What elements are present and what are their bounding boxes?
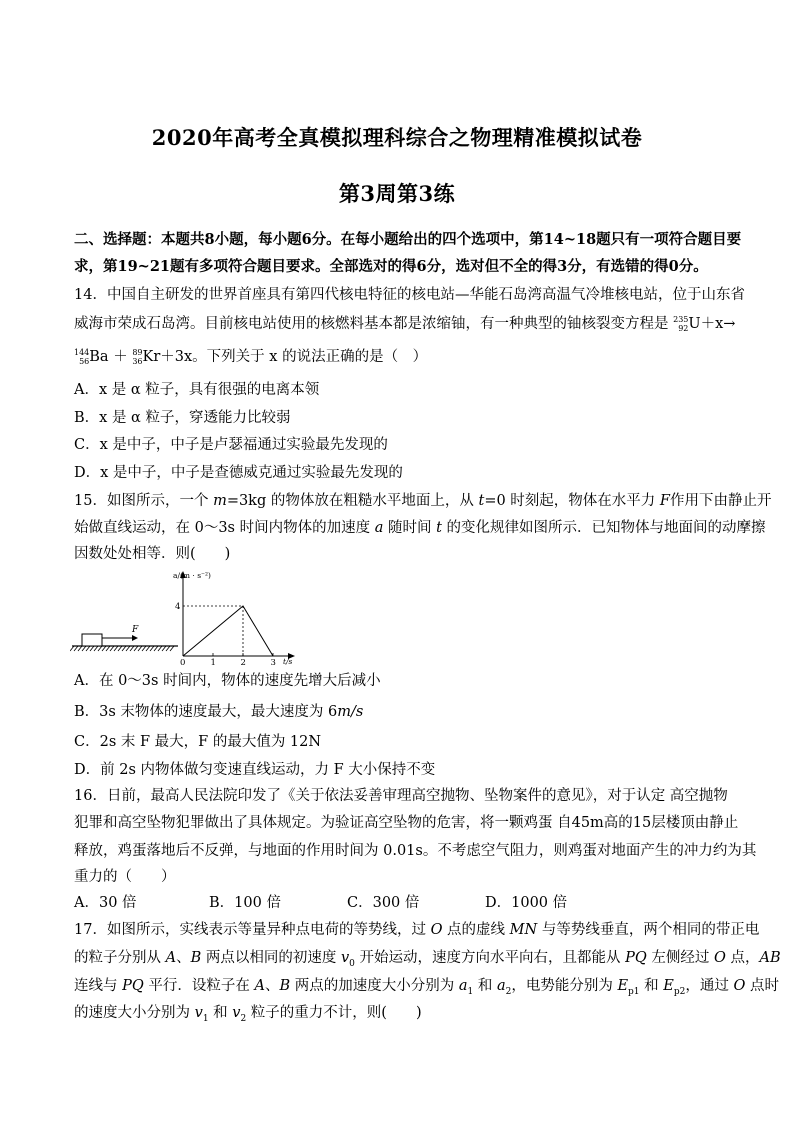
point-O: O: [733, 978, 746, 994]
q15-text-1a: 15．如图所示，一个: [74, 493, 214, 509]
u-mass-number: 235: [673, 314, 689, 324]
exam-title: 2020年高考全真模拟理科综合之物理精准模拟试卷: [151, 125, 643, 150]
line-MN: MN: [509, 922, 538, 938]
plus-sign: ＋: [113, 349, 128, 365]
sub-p2: p2: [673, 986, 686, 997]
q14-stem-line3: [74, 347, 722, 367]
q15-text-2c: 的变化规律如图所示．已知物体与地面间的动摩擦: [441, 520, 766, 536]
var-F: F: [659, 493, 670, 509]
u-symbol: U: [688, 316, 701, 332]
u-charge-number: 92: [678, 323, 689, 333]
q14-option-a: A．x 是 α 粒子，具有很强的电离本领: [74, 382, 320, 398]
ba-charge-number: 56: [79, 356, 90, 366]
q14-option-b: B．x 是 α 粒子，穿透能力比较弱: [74, 410, 291, 426]
sub-1: 1: [467, 986, 474, 997]
q15-option-c: C．2s 末 F 最大，F 的最大值为 12N: [74, 734, 322, 750]
barium-nuclide: [74, 349, 89, 366]
q17-text: 开始运动，速度方向水平向右，且都能从: [354, 950, 626, 966]
q17-text: 左侧经过: [646, 950, 714, 966]
q15-figure: [70, 568, 310, 668]
q17-text: 平行．设粒子在: [143, 978, 255, 994]
ground: [70, 646, 178, 651]
force-arrow: [102, 635, 138, 641]
q17-text: 和: [208, 1005, 233, 1021]
var-v1: v: [194, 1005, 203, 1021]
q17-text: 17．如图所示，实线表示等量异种点电荷的等势线，过: [74, 922, 431, 938]
q17-text: 和: [639, 978, 664, 994]
q17-text: 两点以相同的初速度: [201, 950, 341, 966]
sub-2: 2: [505, 986, 512, 997]
q15-text-1b: =3kg 的物体放在粗糙水平地面上，从: [226, 493, 479, 509]
var-a2: a: [496, 978, 506, 994]
q17-stem-line4: [74, 1003, 722, 1029]
q15-option-d: D．前 2s 内物体做匀变速直线运动，力 F 大小保持不变: [74, 762, 436, 778]
q17-stem-line1: [74, 920, 760, 940]
q17-text: 和: [473, 978, 497, 994]
q15-stem-line2: [74, 518, 766, 538]
q16-option-d: D．1000 倍: [485, 895, 568, 911]
q17-stem-line3: [74, 976, 779, 1002]
q17-text: ，通过: [685, 978, 734, 994]
line-PQ: PQ: [122, 978, 144, 994]
point-B: B: [279, 978, 291, 994]
var-m: m: [213, 493, 227, 509]
point-B: B: [190, 950, 202, 966]
var-Ep1: E: [617, 978, 629, 994]
point-A: A: [165, 950, 177, 966]
q16-option-a: A．30 倍: [74, 895, 137, 911]
x-tick-label: 1: [210, 658, 216, 668]
var-t: t: [436, 520, 442, 536]
q14-stem-line1: 14．中国自主研发的世界首座具有第四代核电特征的核电站—华能石岛湾高温气冷堆核电站，位于山东省: [74, 287, 745, 303]
acceleration-series-line: [183, 606, 273, 656]
var-a1: a: [458, 978, 468, 994]
line-PQ: PQ: [625, 950, 647, 966]
var-v0: v: [340, 950, 350, 966]
q17-text: ，电势能分别为: [511, 978, 618, 994]
q15-option-b: [74, 702, 722, 722]
q17-text: 点时: [745, 978, 779, 994]
q14-option-c: C．x 是中子，中子是卢瑟福通过实验最先发现的: [74, 437, 388, 453]
kr-symbol: Kr: [142, 349, 161, 365]
krypton-nuclide: [132, 349, 142, 366]
q15-text-2a: 始做直线运动，在 0～3s 时间内物体的加速度: [74, 520, 375, 536]
block: [82, 634, 102, 646]
exam-subtitle: 第3周第3练: [338, 181, 456, 206]
sub-0: 0: [349, 958, 355, 969]
q16-stem-line1: 16．日前，最高人民法院印发了《关于依法妥善审理高空抛物、坠物案件的意见》，对于认定 高空抛物: [74, 788, 728, 804]
q17-text: 粒子的重力不计，则( ): [246, 1005, 422, 1021]
q14-stem-line3-tail: ＋3x。下列关于 x 的说法正确的是（ ）: [160, 349, 428, 365]
section-instructions-line2: 求，第19~21题有多项符合题目要求。全部选对的得6分，选对但不全的得3分，有选错的得0分。: [74, 258, 708, 275]
q17-text: 与等势线垂直，两个相同的带正电: [537, 922, 760, 938]
force-label: F: [132, 625, 139, 635]
q16-stem-line3: 释放，鸡蛋落地后不反弹，与地面的作用时间为 0.01s。不考虑空气阻力，则鸡蛋对地面产生的冲力约为其: [74, 843, 757, 859]
q15-option-b-unit: m/s: [337, 704, 364, 720]
q15-text-1c: =0 时刻起，物体在水平力: [484, 493, 660, 509]
q17-text: 、: [176, 950, 191, 966]
q16-stem-line4: 重力的（ ）: [74, 869, 176, 885]
q17-stem-line2: [74, 948, 781, 974]
y-axis-label: a/(m · s⁻²): [173, 571, 211, 580]
q17-text: 两点的加速度大小分别为: [290, 978, 459, 994]
ba-symbol: Ba: [89, 349, 109, 365]
kr-charge-number: 36: [132, 356, 143, 366]
q15-text-1d: 作用下由静止开: [669, 493, 772, 509]
var-a: a: [374, 520, 384, 536]
uranium-nuclide: [673, 316, 688, 333]
x-tick-label: 0: [180, 658, 186, 668]
q16-option-c: C．300 倍: [347, 895, 420, 911]
section-instructions-line1: 二、选择题：本题共8小题，每小题6分。在每小题给出的四个选项中，第14~18题只有一项符合题目要: [74, 231, 742, 248]
q16-option-b: B．100 倍: [209, 895, 281, 911]
x-tick-label: 2: [240, 658, 246, 668]
q15-option-b-text: B．3s 末物体的速度最大，最大速度为 6: [74, 704, 338, 720]
var-v2: v: [232, 1005, 241, 1021]
point-O: O: [714, 950, 726, 966]
q17-text: 、: [264, 978, 280, 994]
q15-stem-line1: [74, 491, 772, 511]
var-t: t: [478, 493, 485, 509]
q17-text: 点的虚线: [442, 922, 510, 938]
a-t-graph: [173, 571, 295, 668]
q15-stem-line3: 因数处处相等．则( ): [74, 546, 231, 562]
x-tick-label: 3: [270, 658, 276, 668]
q17-text: 连线与: [74, 978, 123, 994]
q15-option-a: A．在 0～3s 时间内，物体的速度先增大后减小: [74, 673, 381, 689]
ba-mass-number: 144: [74, 347, 90, 357]
q14-stem-line2-text: 威海市荣成石岛湾。目前核电站使用的核燃料基本都是浓缩铀，有一种典型的铀核裂变方程是: [74, 316, 669, 332]
q14-stem-line2: [74, 314, 736, 334]
point-A: A: [254, 978, 265, 994]
q15-text-2b: 随时间: [383, 520, 437, 536]
q14-option-d: D．x 是中子，中子是查德威克通过实验最先发现的: [74, 465, 403, 481]
q17-text: 点，: [725, 950, 760, 966]
y-tick-label: 4: [175, 602, 181, 612]
line-AB: AB: [759, 950, 781, 966]
sub-p1: p1: [628, 986, 640, 997]
sub-1: 1: [202, 1013, 209, 1024]
q16-stem-line2: 犯罪和高空坠物犯罪做出了具体规定。为验证高空坠物的危害，将一颗鸡蛋 自45m高的15层楼顶由静止: [74, 815, 739, 831]
kr-mass-number: 89: [132, 347, 143, 357]
x-axis-label: t/s: [283, 657, 293, 666]
point-O: O: [430, 922, 443, 938]
sub-2: 2: [240, 1013, 247, 1024]
q17-text: 的粒子分别从: [74, 950, 166, 966]
q14-equation-tail: ＋x→: [700, 316, 736, 332]
var-Ep2: E: [663, 978, 674, 994]
q17-text: 的速度大小分别为: [74, 1005, 195, 1021]
